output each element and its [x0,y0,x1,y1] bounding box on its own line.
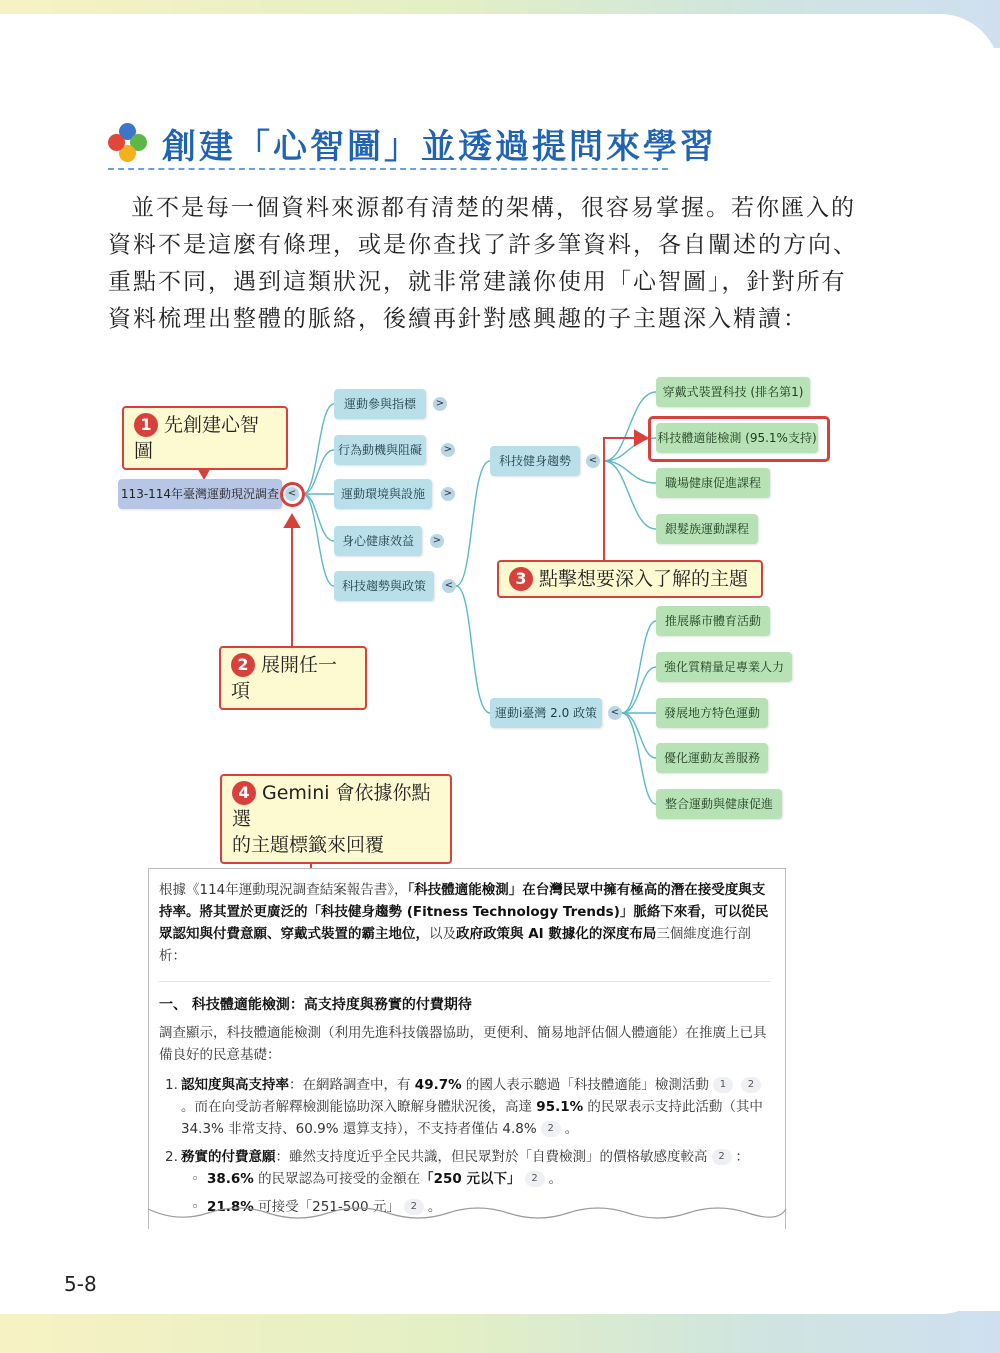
citation-chip[interactable]: 1 [713,1077,733,1093]
mindmap-node-sports-participation[interactable]: 運動參與指標 [334,389,426,419]
root-expand-toggle[interactable]: < [285,487,299,501]
response-list-item-1 [159,1074,771,1140]
callout-1-text: 先創建心智圖 [134,414,260,462]
sub-item-1-text: 的民眾認為可接受的金額在 [253,1171,421,1187]
list-item-2-text-b: ： [735,1149,749,1165]
callout-3-text: 點擊想要深入了解的主題 [539,568,749,590]
callout-3-number: 3 [509,567,533,591]
list-item-1-index: 1. [165,1077,178,1093]
expand-toggle-policy[interactable]: < [608,706,622,720]
expand-toggle-fitness[interactable]: < [586,454,600,468]
mindmap-node-motivation[interactable]: 行為動機與阻礙 [334,435,426,465]
response-survey-paragraph: 調查顯示，科技體適能檢測（利用先進科技儀器協助，更便利、簡易地評估個人體適能）在推廣上已具備良好的民意基礎： [159,1025,767,1063]
response-intro-source: 根據《114年運動現況調查結案報告書》， [159,882,408,898]
list-item-2-label: 務實的付費意願 [181,1149,276,1165]
mindmap-node-fitness-trends[interactable]: 科技健身趨勢 [490,446,580,476]
response-divider [159,981,771,982]
list-item-1-label: 認知度與高支持率 [181,1077,289,1093]
callout-4-text-line1: Gemini 會依據你點選 [232,782,431,830]
callout-4-text-line2: 的主題標籤來回覆 [232,834,385,856]
callout-2-text: 展開任一項 [231,654,338,702]
citation-chip[interactable]: 2 [541,1121,561,1137]
mindmap-node-tech-policy[interactable]: 科技趨勢與政策 [334,571,434,601]
list-item-2-text-a: ：雖然支持度近乎全民共識，但民眾對於「自費檢測」的價格敏感度較高 [275,1149,708,1165]
list-item-1-pct1: 49.7% [414,1077,462,1093]
list-item-1-text-c: 。而在向受訪者解釋檢測能協助深入瞭解身體狀況後，高達 [181,1099,537,1115]
sub-item-2-text: 可接受「251-500 元」 [253,1199,400,1215]
response-sub-item-1 [159,1168,771,1190]
citation-chip[interactable]: 2 [525,1171,545,1187]
response-intro-bold: 「科技體適能檢測」在台灣民眾中擁有極高的潛在接受度與支持率。將其置於更廣泛的「科技健身趨勢 (Fitness Technology Trends)」脈絡下來看，可以從民眾認知與付費意願、穿戴式裝置的霸主地位， [159,882,769,942]
response-intro [159,879,771,967]
mindmap-leaf-professionals[interactable]: 強化質精量足專業人力 [656,652,792,682]
citation-chip[interactable]: 2 [741,1077,761,1093]
response-intro-bold-2: 政府政策與 AI 數據化的深度布局 [456,926,657,942]
selected-topic-highlight [648,416,830,462]
callout-3 [497,560,763,598]
torn-edge-decoration [140,1205,800,1231]
callout-4 [220,774,452,864]
bullet-icon: ◦ [191,1199,199,1215]
callout-1 [122,406,288,470]
callout-1-number: 1 [134,413,158,437]
mindmap-leaf-fitness-testing[interactable]: 科技體適能檢測 (95.1%支持) [656,423,818,453]
expand-toggle-2[interactable]: > [441,443,455,457]
sub-item-2-period: 。 [427,1199,442,1215]
response-intro-and: 以及 [429,926,456,942]
mindmap-leaf-workplace[interactable]: 職場健康促進課程 [656,468,770,498]
mindmap-node-itaiwan-policy[interactable]: 運動i臺灣 2.0 政策 [490,698,602,728]
list-item-1-text-b: 的國人表示聽過「科技體適能」檢測活動 [461,1077,709,1093]
callout-2 [219,646,367,710]
list-item-2-index: 2. [165,1149,178,1165]
list-item-1-text-a: ：在網路調查中，有 [289,1077,415,1093]
list-item-1-pct2: 95.1% [536,1099,584,1115]
list-item-1-text-e: 。 [564,1121,579,1137]
sub-item-1-pct: 38.6% [207,1171,254,1187]
sub-item-1-period: 。 [548,1171,563,1187]
response-section-title: 一、 科技體適能檢測：高支持度與務實的付費期待 [159,997,472,1013]
response-intro-tail: 三個維度進行剖析： [159,926,751,964]
sub-item-1-bold: 「250 元以下」 [420,1171,521,1187]
root-toggle-highlight [280,482,305,507]
page-title: 創建「心智圖」並透過提問來學習 [162,126,717,167]
sub-item-2-pct: 21.8% [207,1199,254,1215]
gemini-response-panel [148,868,786,1229]
list-item-1-text-d: 的民眾表示支持此活動（其中 34.3% 非常支持、60.9% 還算支持），不支持者僅佔 4.8% [181,1099,763,1137]
callout-4-number: 4 [232,781,256,805]
mindmap-root-node[interactable]: 113-114年臺灣運動現況調查 [118,479,282,509]
citation-chip[interactable]: 2 [404,1199,424,1215]
mindmap-node-health-benefits[interactable]: 身心健康效益 [334,526,422,556]
expand-toggle-5[interactable]: < [442,579,456,593]
mindmap-leaf-senior[interactable]: 銀髮族運動課程 [656,514,758,544]
mindmap-leaf-health-integration[interactable]: 整合運動與健康促進 [656,789,782,819]
citation-chip[interactable]: 2 [712,1149,732,1165]
mindmap-leaf-local-sports[interactable]: 發展地方特色運動 [656,698,768,728]
callout-2-number: 2 [231,653,255,677]
mindmap-leaf-county-sports[interactable]: 推展縣市體育活動 [656,606,770,636]
mindmap-leaf-friendly-service[interactable]: 優化運動友善服務 [656,743,768,773]
mindmap-leaf-wearables[interactable]: 穿戴式裝置科技 (排名第1) [656,377,810,407]
expand-toggle-4[interactable]: > [430,534,444,548]
page-number: 5-8 [64,1272,97,1296]
expand-toggle-1[interactable]: > [433,397,447,411]
mindmap-node-environment[interactable]: 運動環境與設施 [334,479,432,509]
bullet-icon: ◦ [191,1171,199,1187]
response-list-item-2 [159,1146,771,1168]
intro-paragraph: 並不是每一個資料來源都有清楚的架構，很容易掌握。若你匯入的資料不是這麼有條理，或是你查找了許多筆資料，各自闡述的方向、重點不同，遇到這類狀況，就非常建議你使用「心智圖」，針對所有資料梳理出整體的脈絡，後續再針對感興趣的子主題深入精讀： [108,195,858,332]
expand-toggle-3[interactable]: > [441,487,455,501]
